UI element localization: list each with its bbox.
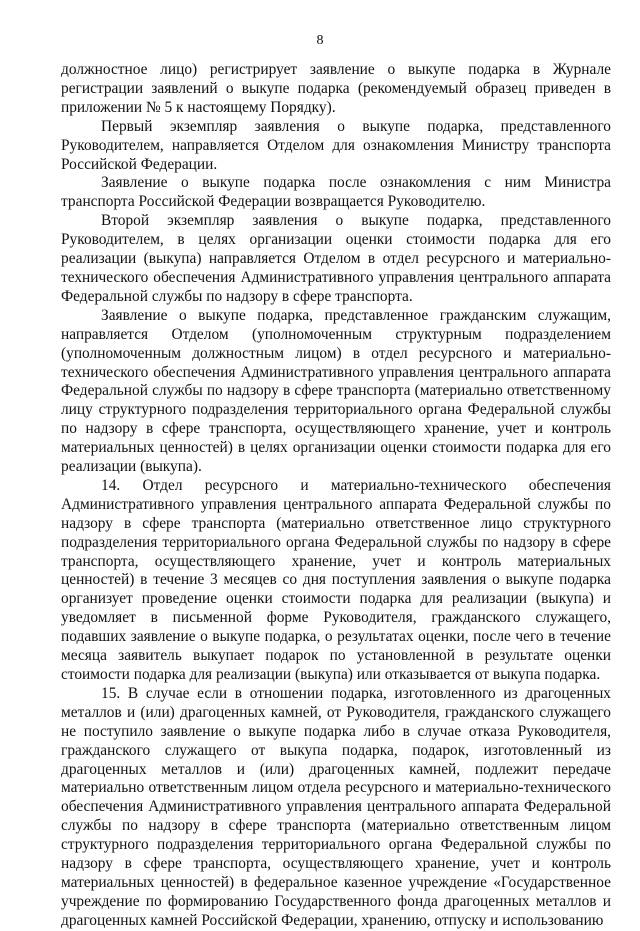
paragraph-first-copy: Первый экземпляр заявления о выкупе подарка, представленного Руководителем, направляется Отделом для ознакомления Министру транспорта Российской Федерации. — [61, 117, 611, 173]
paragraph-return: Заявление о выкупе подарка после ознакомления с ним Министра транспорта Российской Федерации возвращается Руководителю. — [61, 174, 611, 211]
page-number: 8 — [316, 33, 324, 48]
paragraph-civil-servant: Заявление о выкупе подарка, представленное гражданским служащим, направляется Отделом (уполномоченным структурным подразделением (уполномоченным должностным лицом) в отдел ресурсного и материально-технического обеспечения Административного управления центрального аппарата Федеральной службы по надзору в сфере транспорта (материально ответственному лицу структурного подразделения территориального органа Федеральной службы по надзору в сфере транспорта, осуществляющего хранение, учет и контроль материальных ценностей) в целях организации оценки стоимости подарка для его реализации (выкупа). — [61, 306, 611, 476]
document-body — [61, 61, 611, 931]
paragraph-clause-14: 14. Отдел ресурсного и материально-технического обеспечения Административного управления центрального аппарата Федеральной службы по надзору в сфере транспорта (материально ответственное лицо структурного подразделения территориального органа Федеральной службы по надзору в сфере транспорта, осуществляющего хранение, учет и контроль материальных ценностей) в течение 3 месяцев со дня поступления заявления о выкупе подарка организует проведение оценки стоимости подарка для реализации (выкупа) и уведомляет в письменной форме Руководителя, гражданского служащего, подавших заявление о выкупе подарка, о результатах оценки, после чего в течение месяца заявитель выкупает подарок по установленной в результате оценки стоимости подарка для реализации (выкупа) или отказывается от выкупа подарка. — [61, 476, 611, 683]
paragraph-clause-15: 15. В случае если в отношении подарка, изготовленного из драгоценных металлов и (или) драгоценных камней, от Руководителя, гражданского служащего не поступило заявление о выкупе подарка либо в случае отказа Руководителя, гражданского служащего от выкупа подарка, подарок, изготовленный из драгоценных металлов и (или) драгоценных камней, подлежит передаче материально ответственным лицом отдела ресурсного и материально-технического обеспечения Административного управления центрального аппарата Федеральной службы по надзору в сфере транспорта (материально ответственным лицом структурного подразделения территориального органа Федеральной службы по надзору в сфере транспорта, осуществляющего хранение, учет и контроль материальных ценностей) в федеральное казенное учреждение «Государственное учреждение по формированию Государственного фонда драгоценных металлов и драгоценных камней Российской Федерации, хранению, отпуску и использованию — [61, 684, 611, 929]
paragraph-continuation: должностное лицо) регистрирует заявление о выкупе подарка в Журнале регистрации заявлений о выкупе подарка (рекомендуемый образец приведен в приложении № 5 к настоящему Порядку). — [61, 61, 611, 116]
paragraph-second-copy: Второй экземпляр заявления о выкупе подарка, представленного Руководителем, в целях организации оценки стоимости подарка для его реализации (выкупа) направляется Отделом в отдел ресурсного и материально-технического обеспечения Административного управления центрального аппарата Федеральной службы по надзору в сфере транспорта. — [61, 212, 611, 305]
